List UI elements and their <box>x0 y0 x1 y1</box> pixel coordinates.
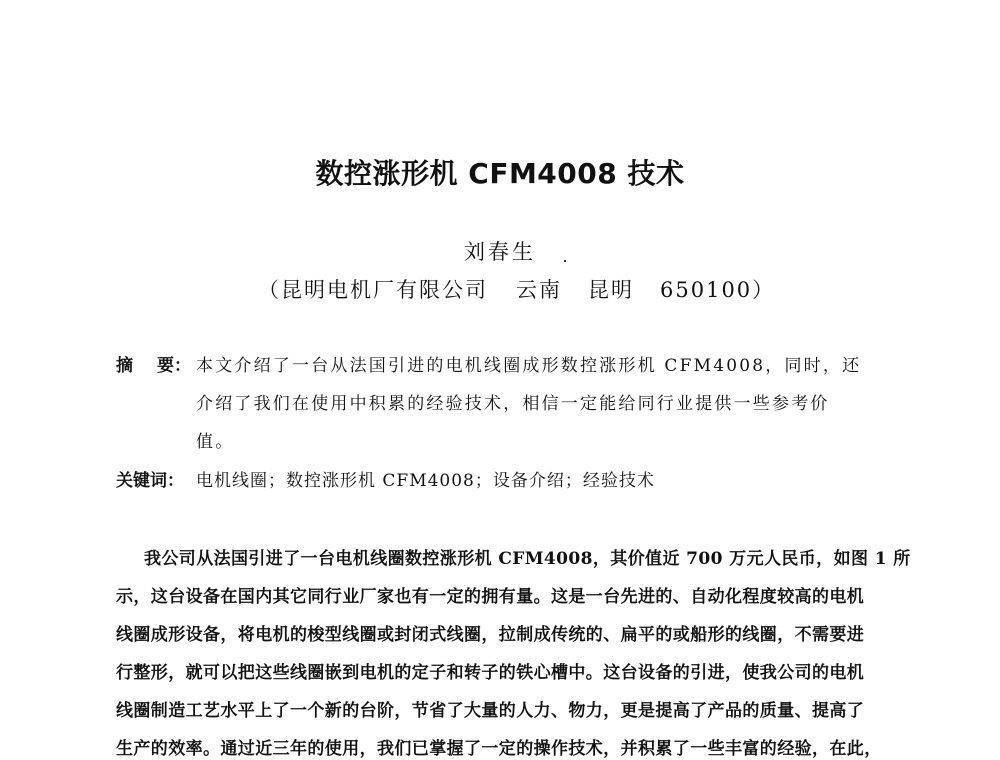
author-name: 刘春生 <box>464 240 536 264</box>
affiliation-open-paren: （ <box>258 278 281 302</box>
body-line: 线圈成形设备，将电机的梭型线圈或封闭式线圈，拉制成传统的、扁平的或船形的线圈，不需要进 <box>116 625 865 645</box>
keywords-text: 电机线圈；数控涨形机 CFM4008；设备介绍；经验技术 <box>196 471 655 491</box>
body-line: 示，这台设备在国内其它同行业厂家也有一定的拥有量。这是一台先进的、自动化程度较高的电机 <box>116 587 865 607</box>
abstract-label-right: 要： <box>157 356 191 376</box>
body-line: 线圈制造工艺水平上了一个新的台阶，节省了大量的人力、物力，更是提高了产品的质量、提高了 <box>116 701 865 721</box>
body-line: 生产的效率。通过近三年的使用，我们已掌握了一定的操作技术，并积累了一些丰富的经验，在此， <box>116 739 882 759</box>
abstract-label-left: 摘 <box>116 356 133 376</box>
keywords-label: 关键词： <box>116 471 184 491</box>
affiliation-postcode: 650100 <box>660 278 753 302</box>
affiliation-province: 云南 <box>516 278 562 302</box>
scan-speck <box>564 260 566 262</box>
abstract-line: 介绍了我们在使用中积累的经验技术，相信一定能给同行业提供一些参考价 <box>196 394 830 414</box>
abstract-line: 值。 <box>196 432 235 452</box>
affiliation <box>258 274 775 304</box>
paper-title: 数控涨形机 CFM4008 技术 <box>315 157 685 190</box>
affiliation-org: 昆明电机厂有限公司 <box>281 278 488 302</box>
abstract-label <box>116 351 191 376</box>
affiliation-city: 昆明 <box>588 278 634 302</box>
abstract-line: 本文介绍了一台从法国引进的电机线圈成形数控涨形机 CFM4008，同时，还 <box>196 356 862 376</box>
body-line: 我公司从法国引进了一台电机线圈数控涨形机 CFM4008，其价值近 700 万元人民币，如图 1 所 <box>144 549 911 569</box>
body-line: 行整形，就可以把这些线圈嵌到电机的定子和转子的铁心槽中。这台设备的引进，使我公司的电机 <box>116 663 865 683</box>
affiliation-close-paren: ） <box>752 278 776 302</box>
